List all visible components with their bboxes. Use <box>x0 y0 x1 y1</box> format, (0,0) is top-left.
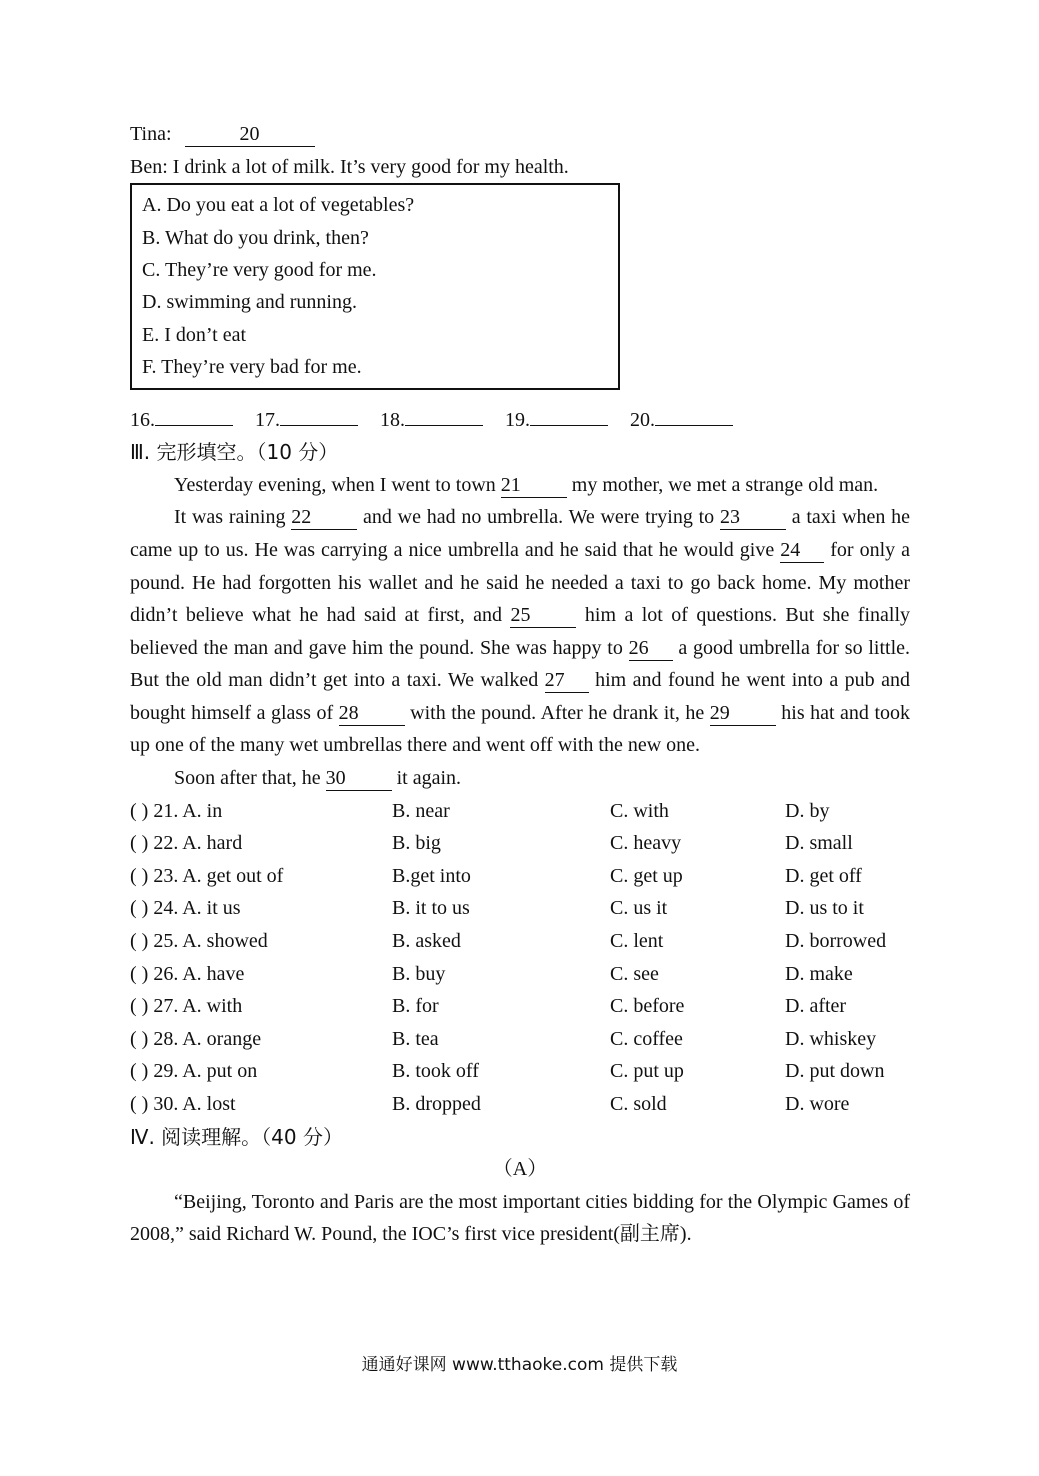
passage-a-label: （A） <box>492 1158 548 1181</box>
option-f: F. They’re very bad for me. <box>142 356 362 379</box>
blank-21: 21 <box>501 473 567 498</box>
answer-slot-17[interactable]: 17. <box>255 404 358 437</box>
question-28: ( ) 28. A. orange B. tea C. coffee D. whiskey <box>130 1027 877 1050</box>
blank-30: 30 <box>326 766 392 791</box>
reading-paragraph-1: “Beijing, Toronto and Paris are the most important cities bidding for the Olympic Games of 2008,” said Richard W. Pound, the IOC’s first vice president(副主席). <box>130 1190 910 1246</box>
answer-slot-20[interactable]: 20. <box>630 404 733 437</box>
option-b: B. What do you drink, then? <box>142 226 369 249</box>
blank-27: 27 <box>545 668 589 693</box>
question-30: ( ) 30. A. lost B. dropped C. sold D. wore <box>130 1093 850 1115</box>
blank-26: 26 <box>629 636 673 661</box>
blank-28: 28 <box>339 701 405 726</box>
question-26: ( ) 26. A. have B. buy C. see D. make <box>130 962 853 985</box>
question-29: ( ) 29. A. put on B. took off C. put up D. put down <box>130 1060 885 1083</box>
dialogue-ben-line: Ben: I drink a lot of milk. It’s very good for my health. <box>130 155 569 178</box>
cloze-paragraph-2: It was raining 22 and we had no umbrella. We were trying to 23 a taxi when he came up to us. He was carrying a nice umbrella and he said that he would give 24 for only a pound. He had forgotten his wallet and he said he needed a taxi to go back home. My mother didn’t believe what he had said at first, and 25 him a lot of questions. But she finally believed the man and gave him the pound. She was happy to 26 a good umbrella for so little. But the old man didn’t get into a taxi. We walked 27 him and found he went into a pub and bought himself a glass of 28 with the pound. After he drank it, he 29 his hat and took up one of the many wet umbrellas there and went off with the new one. <box>130 506 911 757</box>
option-c: C. They’re very good for me. <box>142 258 377 281</box>
option-e: E. I don’t eat <box>142 323 247 346</box>
footer-watermark: 通通好课网 www.tthaoke.com 提供下载 <box>361 1355 678 1375</box>
blank-20: 20 <box>185 122 315 147</box>
blank-22: 22 <box>291 505 357 530</box>
answer-slot-18[interactable]: 18. <box>380 404 483 437</box>
answer-slots <box>130 404 910 437</box>
question-24: ( ) 24. A. it us B. it to us C. us it D. us to it <box>130 897 864 920</box>
question-21: ( ) 21. A. in B. near C. with D. by <box>130 799 830 822</box>
dialogue-tina-line <box>130 118 910 151</box>
section-3-title: Ⅲ. 完形填空。（10 分） <box>130 440 339 465</box>
question-25: ( ) 25. A. showed B. asked C. lent D. borrowed <box>130 930 887 953</box>
answer-slot-19[interactable]: 19. <box>505 404 608 437</box>
blank-25: 25 <box>510 603 576 628</box>
question-22: ( ) 22. A. hard B. big C. heavy D. small <box>130 832 853 855</box>
cloze-questions <box>130 795 910 1121</box>
blank-29: 29 <box>710 701 776 726</box>
options-box <box>130 183 620 389</box>
cloze-paragraph-3: Soon after that, he 30 it again. <box>174 767 462 790</box>
speaker-tina: Tina: <box>130 123 172 145</box>
question-23: ( ) 23. A. get out of B.get into C. get up D. get off <box>130 864 862 887</box>
question-27: ( ) 27. A. with B. for C. before D. after <box>130 995 847 1018</box>
document-page <box>130 118 910 1251</box>
blank-24: 24 <box>780 538 824 563</box>
section-4-title: Ⅳ. 阅读理解。（40 分） <box>130 1124 343 1149</box>
blank-23: 23 <box>720 505 786 530</box>
option-d: D. swimming and running. <box>142 291 357 314</box>
option-a: A. Do you eat a lot of vegetables? <box>142 194 415 217</box>
answer-slot-16[interactable]: 16. <box>130 404 233 437</box>
cloze-paragraph-1: Yesterday evening, when I went to town 21 my mother, we met a strange old man. <box>174 473 879 496</box>
